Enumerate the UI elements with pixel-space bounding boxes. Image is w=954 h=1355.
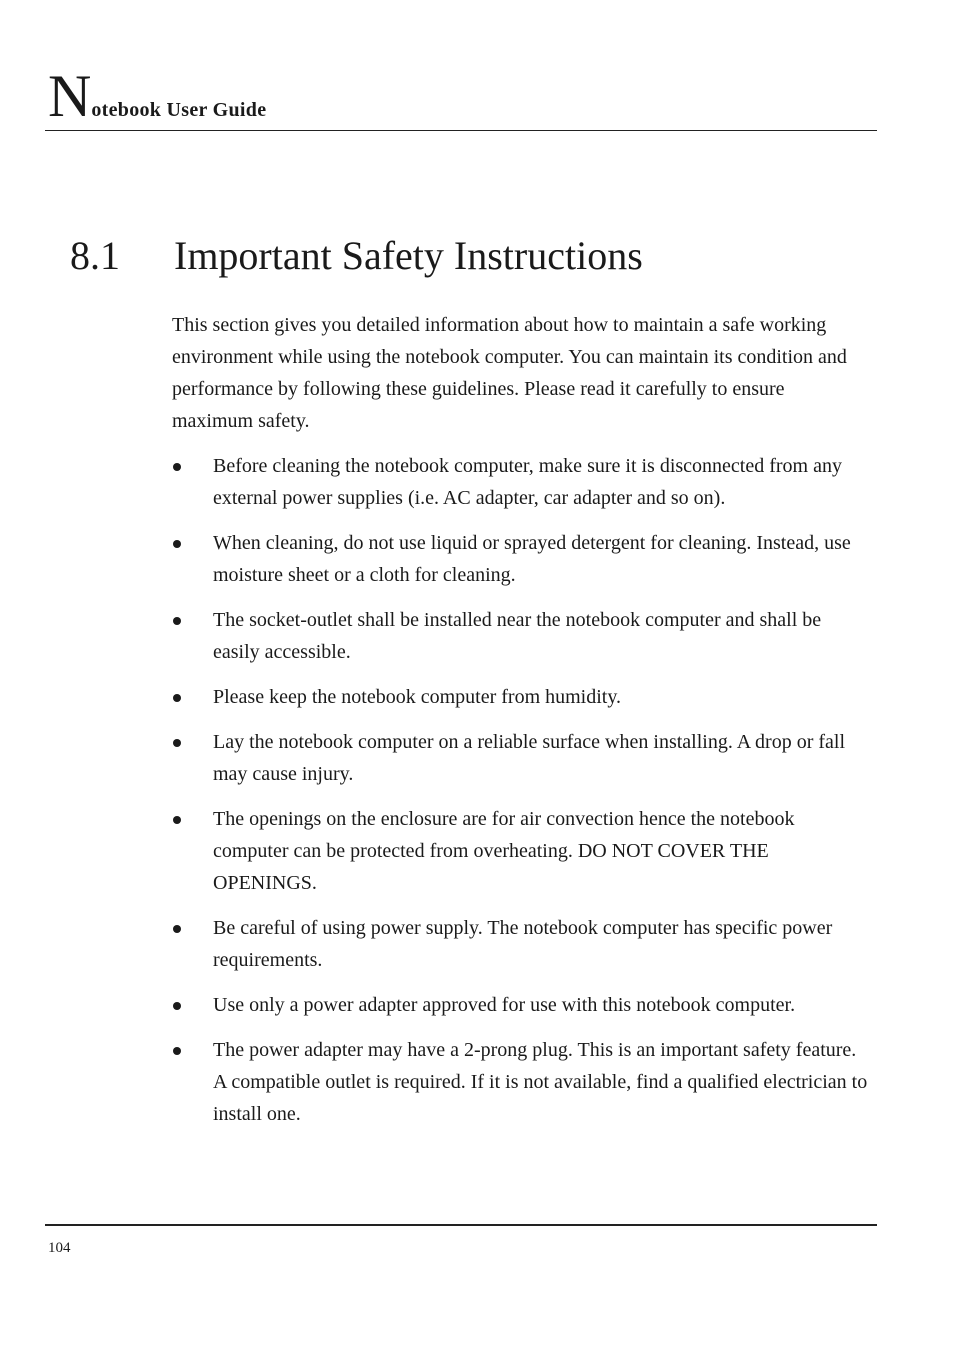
bullet-icon bbox=[173, 694, 181, 702]
intro-paragraph: This section gives you detailed information about how to maintain a safe working environment while using the notebook computer. You can maintain its condition and performance by following these guidelines. Please read it carefully to ensure maximum safety. bbox=[172, 314, 847, 432]
list-item bbox=[172, 989, 872, 1021]
list-item bbox=[172, 450, 872, 514]
list-item-text: The socket-outlet shall be installed near the notebook computer and shall be easily accessible. bbox=[213, 609, 822, 663]
list-item-text: The openings on the enclosure are for air convection hence the notebook computer can be protected from overheating. DO NOT COVER THE OPENINGS. bbox=[213, 808, 795, 894]
list-item-text: When cleaning, do not use liquid or sprayed detergent for cleaning. Instead, use moisture sheet or a cloth for cleaning. bbox=[213, 532, 851, 586]
running-header bbox=[48, 63, 267, 129]
safety-instruction-list bbox=[172, 450, 872, 1143]
list-item bbox=[172, 527, 872, 591]
bullet-icon bbox=[173, 925, 181, 933]
section-number: 8.1 bbox=[70, 233, 120, 278]
header-initial: N bbox=[48, 63, 92, 129]
bullet-icon bbox=[173, 739, 181, 747]
list-item bbox=[172, 803, 872, 899]
header-rule bbox=[45, 130, 877, 131]
list-item-text: Please keep the notebook computer from humidity. bbox=[213, 686, 622, 708]
bullet-icon bbox=[173, 816, 181, 824]
section-title: Important Safety Instructions bbox=[174, 233, 643, 278]
list-item bbox=[172, 681, 872, 713]
section-heading bbox=[70, 228, 643, 284]
list-item bbox=[172, 912, 872, 976]
page-number: 104 bbox=[48, 1240, 71, 1256]
list-item-text: Use only a power adapter approved for use with this notebook computer. bbox=[213, 994, 796, 1016]
footer-rule bbox=[45, 1224, 877, 1226]
list-item-text: Before cleaning the notebook computer, make sure it is disconnected from any external power supplies (i.e. AC adapter, car adapter and so on). bbox=[213, 455, 842, 509]
list-item-text: Lay the notebook computer on a reliable surface when installing. A drop or fall may cause injury. bbox=[213, 731, 846, 785]
list-item-text: The power adapter may have a 2-prong plug. This is an important safety feature. A compatible outlet is required. If it is not available, find a qualified electrician to install one. bbox=[213, 1039, 868, 1125]
bullet-icon bbox=[173, 463, 181, 471]
bullet-icon bbox=[173, 1047, 181, 1055]
list-item bbox=[172, 604, 872, 668]
bullet-icon bbox=[173, 540, 181, 548]
bullet-icon bbox=[173, 1002, 181, 1010]
bullet-icon bbox=[173, 617, 181, 625]
list-item bbox=[172, 726, 872, 790]
header-title: otebook User Guide bbox=[91, 99, 267, 121]
list-item bbox=[172, 1034, 872, 1130]
list-item-text: Be careful of using power supply. The notebook computer has specific power requirements. bbox=[213, 917, 833, 971]
